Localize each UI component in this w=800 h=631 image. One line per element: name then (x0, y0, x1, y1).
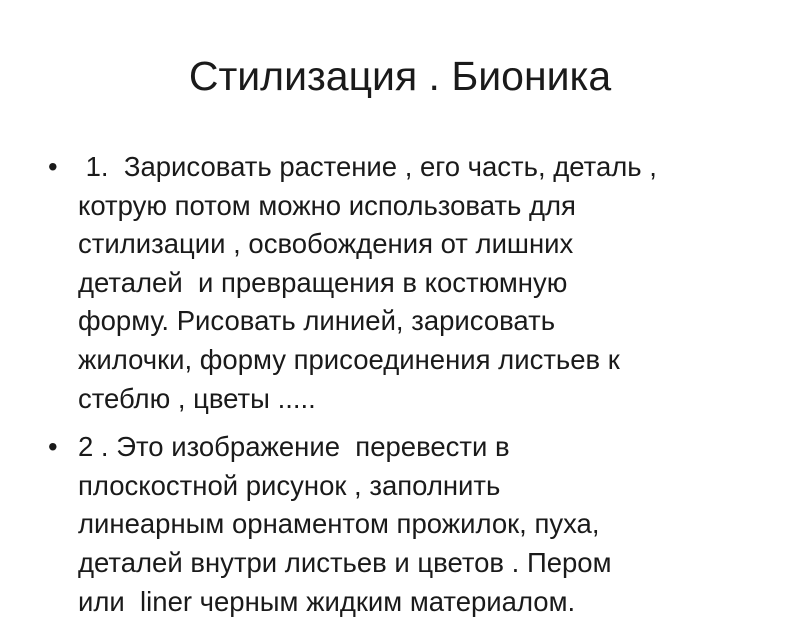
bullet-line: 2 . Это изображение перевести в (78, 431, 510, 463)
bullet-line: стилизации , освобождения от лишних (78, 228, 574, 260)
bullet-line: деталей и превращения в костюмную (78, 266, 568, 298)
bullet-line: жилочки, форму присоединения листьев к (78, 343, 620, 375)
bullet-line: деталей внутри листьев и цветов . Пером (78, 546, 612, 578)
bullet-line: котрую потом можно использовать для (78, 189, 576, 221)
bullet-line: форму. Рисовать линией, зарисовать (78, 305, 556, 337)
bullet-list (48, 148, 768, 631)
slide-title: Стилизация . Бионика (188, 53, 612, 99)
bullet-line: стеблю , цветы ..... (78, 382, 316, 414)
bullet-item-1 (48, 148, 768, 418)
bullet-item-2 (48, 428, 768, 621)
bullet-dot-icon: • (48, 151, 58, 182)
bullet-dot-icon: • (48, 431, 58, 463)
bullet-line: или liner черным жидким материалом. (78, 585, 576, 617)
bullet-line: 1. Зарисовать растение , его часть, деталь , (78, 151, 657, 182)
bullet-line: линеарным орнаментом прожилок, пуха, (78, 508, 600, 540)
bullet-line: плоскостной рисунок , заполнить (78, 469, 501, 501)
